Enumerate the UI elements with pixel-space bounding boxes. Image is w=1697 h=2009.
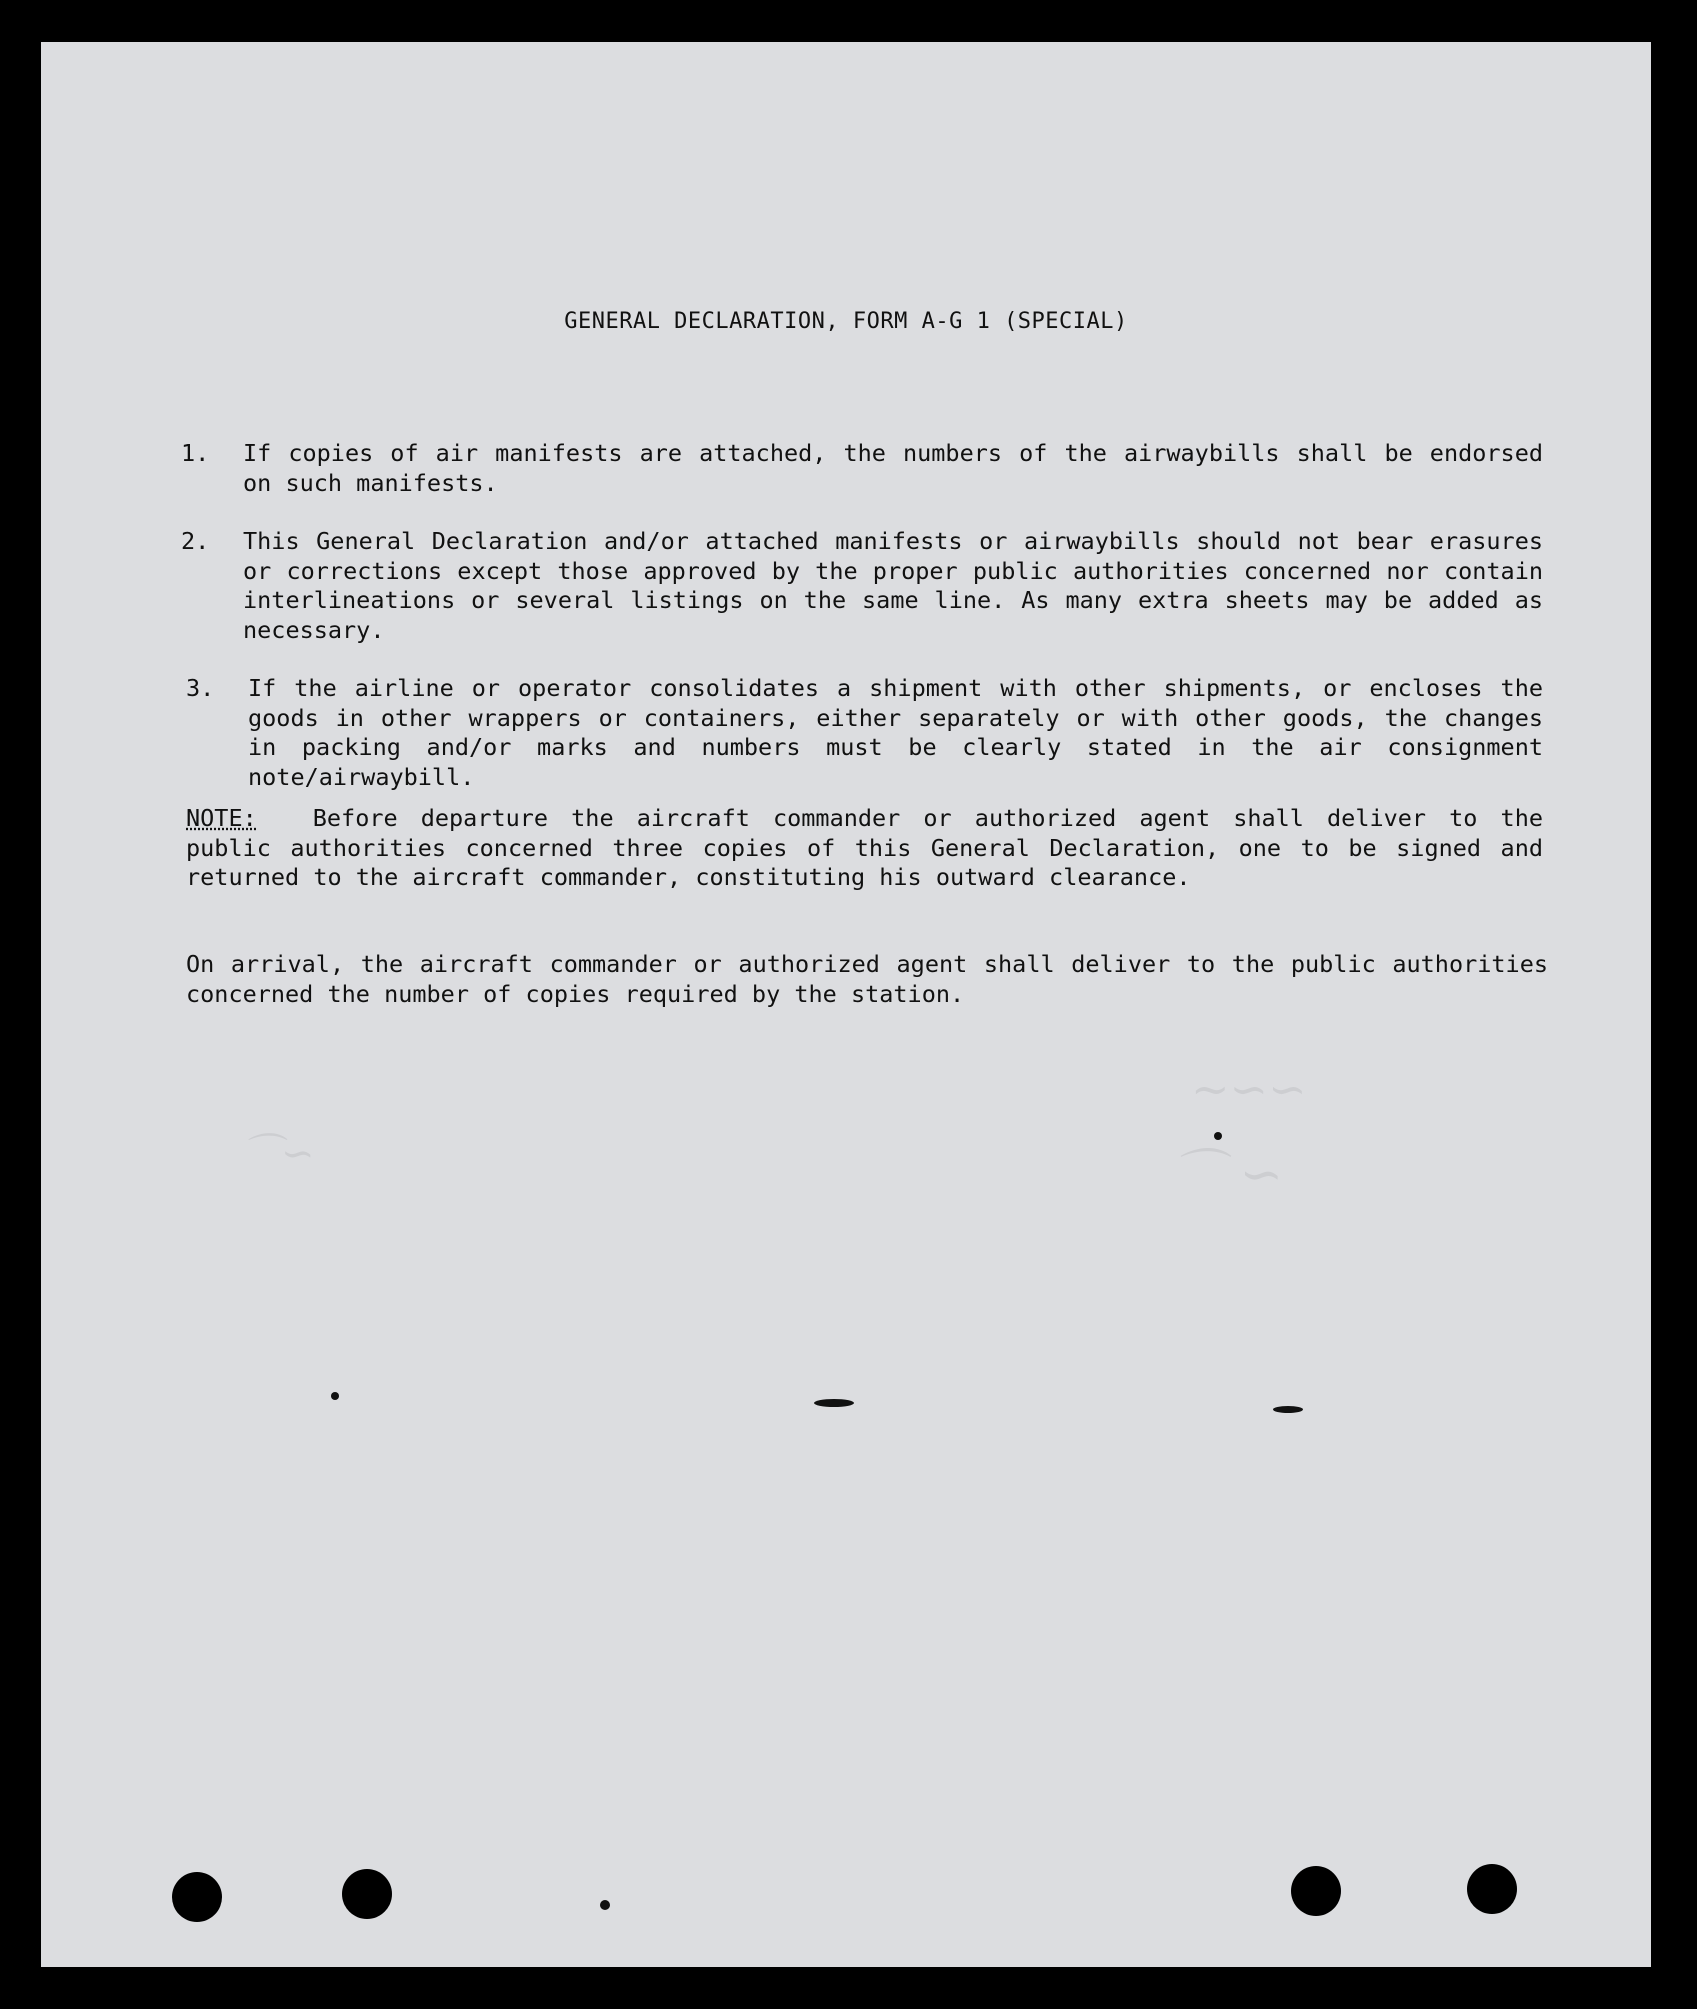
item-number: 2. — [181, 527, 210, 555]
ink-speck — [1214, 1132, 1222, 1140]
punch-hole — [172, 1872, 222, 1922]
instruction-item-1 — [181, 439, 1543, 498]
instruction-item-3 — [186, 674, 1543, 792]
form-title: GENERAL DECLARATION, FORM A-G 1 (SPECIAL) — [564, 309, 1128, 334]
item-text: This General Declaration and/or attached manifests or airwaybills should not bear erasures or corrections except those approved by the proper public authorities concerned nor contain interlineations or several listings on the same line. As many extra sheets may be added as necessary. — [243, 527, 1543, 644]
ink-speck — [331, 1392, 339, 1400]
punch-hole — [1291, 1866, 1341, 1916]
document-page — [41, 42, 1651, 1967]
ink-speck — [600, 1900, 610, 1910]
ink-speck — [1273, 1406, 1303, 1413]
ink-speck — [814, 1399, 854, 1407]
instruction-item-2 — [181, 527, 1543, 645]
item-text: If copies of air manifests are attached, the numbers of the airwaybills shall be endorsed on such manifests. — [243, 439, 1543, 497]
bleed-through-mark: ~∽∽ — [1191, 1062, 1307, 1116]
bleed-through-mark: ⌒ ∽ — [1171, 1145, 1284, 1205]
note-text: Before departure the aircraft commander or authorized agent shall deliver to the public authorities concerned three copies of this General Declaration, one to be signed and returned to the aircraft commander, constituting his outward clearance. — [186, 804, 1543, 891]
punch-hole — [1467, 1864, 1517, 1914]
item-number: 1. — [181, 439, 210, 467]
note-label: NOTE: — [186, 804, 257, 832]
punch-hole — [342, 1869, 392, 1919]
arrival-paragraph: On arrival, the aircraft commander or authorized agent shall deliver to the public authorities concerned the number of copies required by the station. — [186, 950, 1548, 1008]
note-paragraph — [186, 804, 1543, 893]
item-number: 3. — [186, 674, 215, 702]
bleed-through-mark: ⌒∽ — [241, 1131, 315, 1177]
item-text: If the airline or operator consolidates a shipment with other shipments, or encloses the goods in other wrappers or containers, either separately or with other goods, the changes in packing and/or marks and numbers must be clearly stated in the air consignment note/airwaybill. — [248, 674, 1543, 791]
